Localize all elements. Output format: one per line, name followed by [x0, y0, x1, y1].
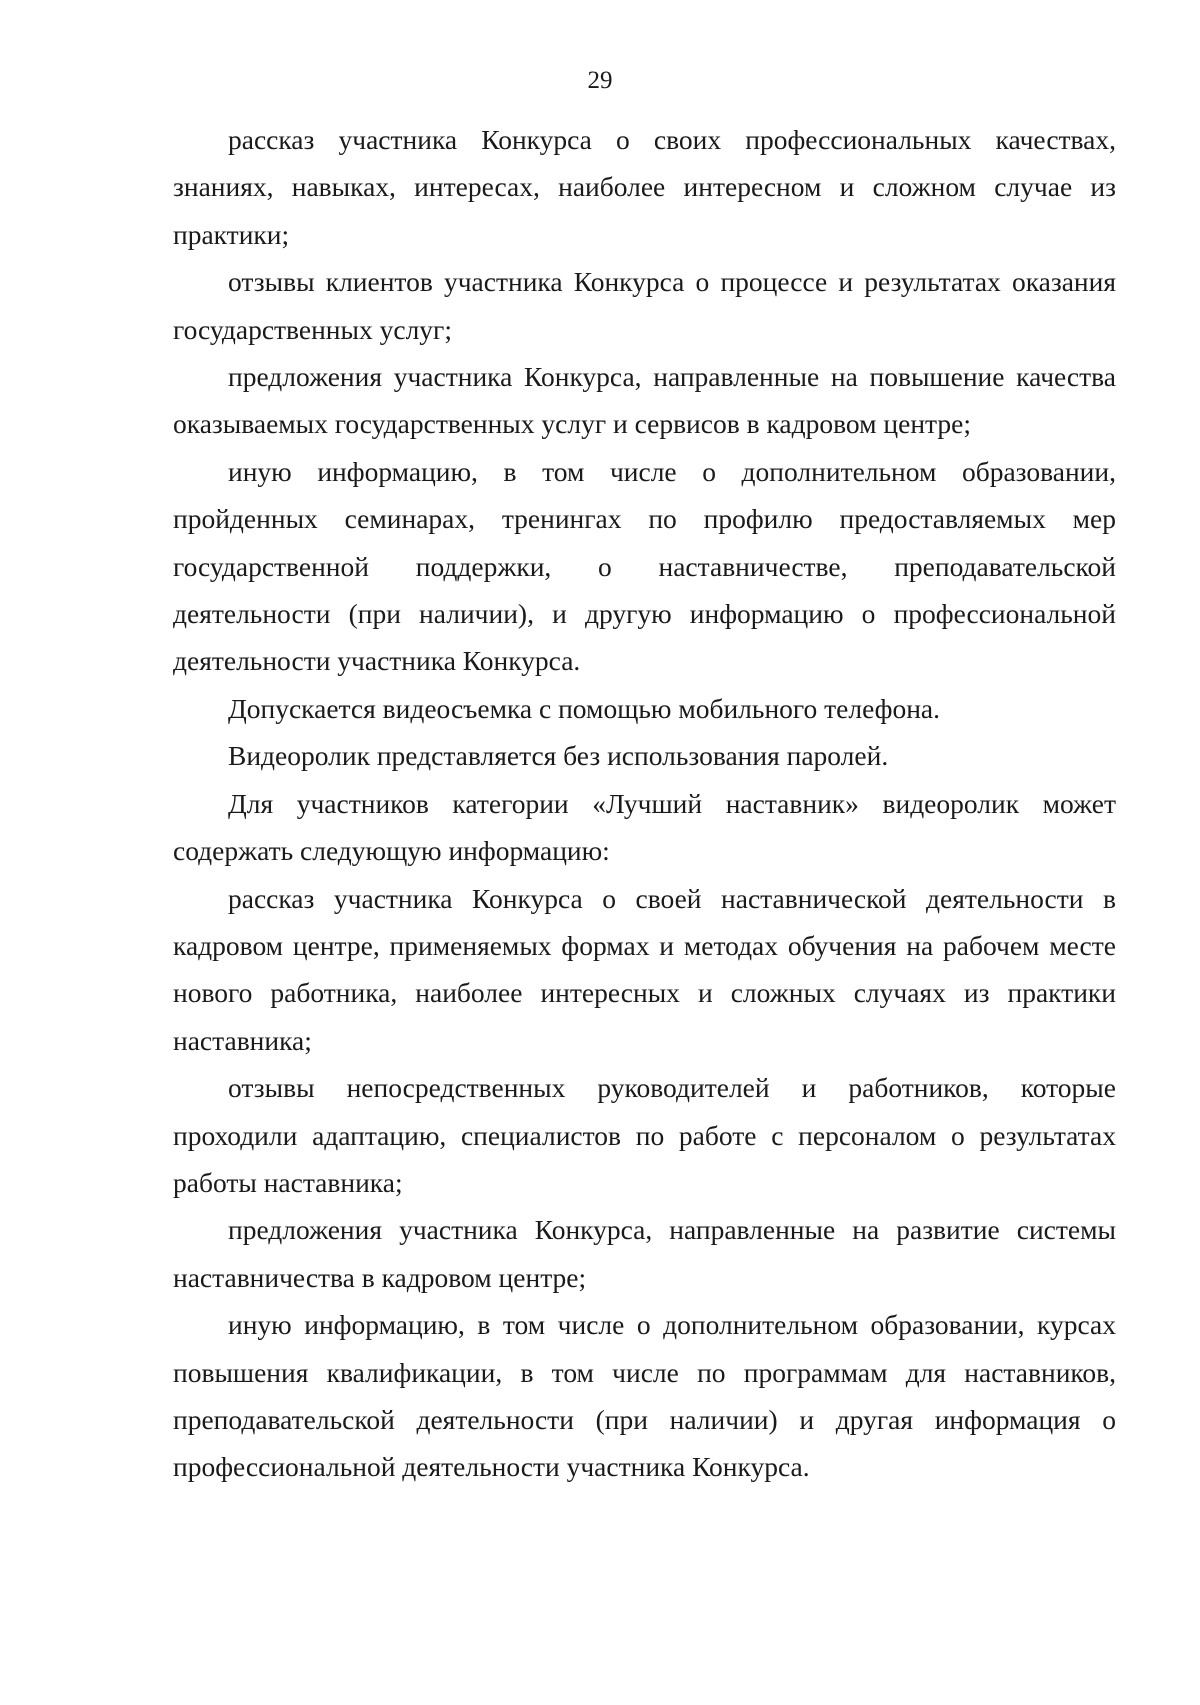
- paragraph-other-info: иную информацию, в том числе о дополнительном образовании, пройденных семинарах, тренингах по профилю предоставляемых мер государственной поддержки, о наставничестве, преподавательской деятельности (при наличии), и другую информацию о профессиональной деятельности участника Конкурса.: [173, 455, 1116, 677]
- paragraph-no-passwords: Видеоролик представляется без использования паролей.: [228, 740, 889, 772]
- paragraph-proposals-quality: предложения участника Конкурса, направленные на повышение качества оказываемых государственных услуг и сервисов в кадровом центре;: [173, 361, 1116, 440]
- paragraph-mentor-story: рассказ участника Конкурса о своей наставнической деятельности в кадровом центре, применяемых формах и методах обучения на рабочем месте нового работника, наиболее интересных и сложных случаях из практики наставника;: [173, 882, 1116, 1056]
- paragraph-mentor-reviews: отзывы непосредственных руководителей и работников, которые проходили адаптацию, специалистов по работе с персоналом о результатах работы наставника;: [173, 1072, 1116, 1198]
- paragraph-best-mentor-intro: Для участников категории «Лучший наставник» видеоролик может содержать следующую информацию:: [173, 787, 1116, 867]
- page-number: 29: [587, 67, 613, 94]
- paragraph-client-reviews: отзывы клиентов участника Конкурса о процессе и результатах оказания государственных услуг;: [173, 266, 1116, 345]
- paragraph-mobile-video: Допускается видеосъемка с помощью мобильного телефона.: [228, 692, 940, 724]
- document-body: [173, 116, 1116, 1491]
- paragraph-mentor-other-info: иную информацию, в том числе о дополнительном образовании, курсах повышения квалификации, в том числе по программам для наставников, преподавательской деятельности (при наличии) и другая информация о профессиональной деятельности участника Конкурса.: [173, 1309, 1116, 1483]
- paragraph-story: рассказ участника Конкурса о своих профессиональных качествах, знаниях, навыках, интересах, наиболее интересном и сложном случае из практики;: [173, 124, 1116, 250]
- paragraph-mentor-proposals: предложения участника Конкурса, направленные на развитие системы наставничества в кадровом центре;: [173, 1214, 1116, 1293]
